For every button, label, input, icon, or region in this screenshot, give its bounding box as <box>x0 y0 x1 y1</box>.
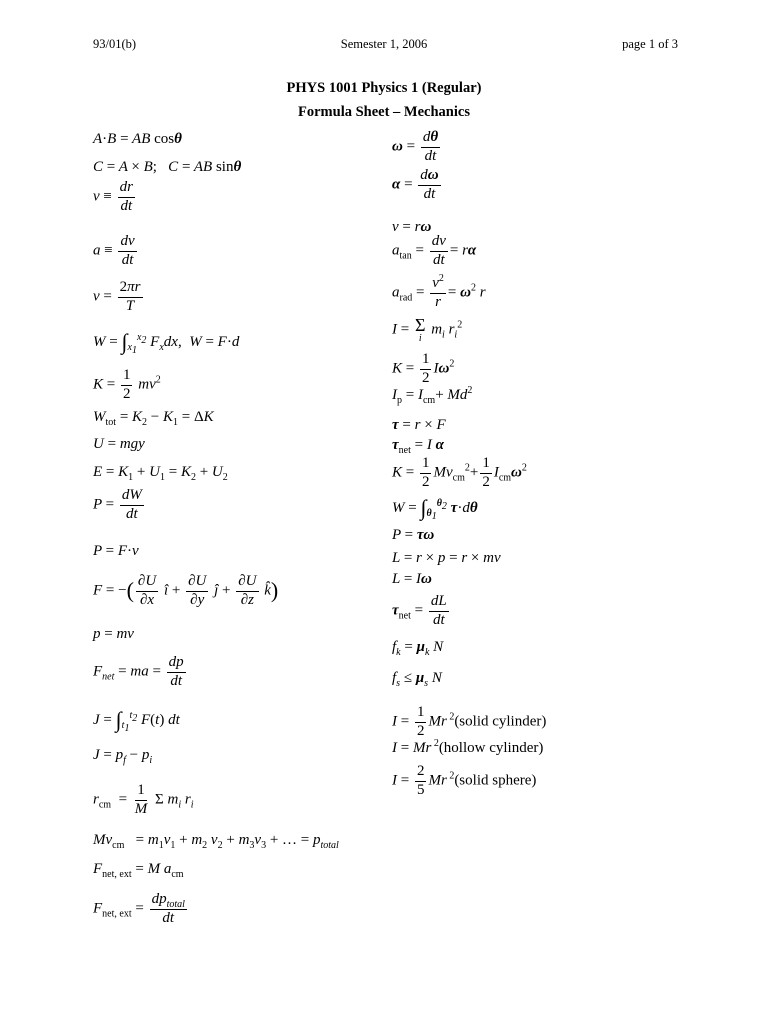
formula-kinetic-energy: K = $\frac{1}{2}$ $mv^2$ <box>93 367 161 402</box>
formula-gravitational-pe: U = mgy <box>93 436 145 452</box>
formula-torque-angular-momentum: $\tau_{net}$ = $\frac{dL}{dt}$ <box>392 593 447 628</box>
formula-energy-conservation: $E = K_1 + U_1 = K_2 + U_2$ <box>93 464 228 483</box>
formula-work: $W = \int_{x_1}^{x_2}$ $F_xdx$, W = F·d <box>93 329 240 356</box>
formula-rotational-power: P = τω <box>392 527 435 543</box>
formula-impulse-momentum: $J = p_f - p_i$ <box>93 747 153 766</box>
formula-work-energy-theorem: $W_{tot} = K_2 - K_1 = \Delta K$ <box>93 409 214 428</box>
formula-velocity: v ≡ $\frac{dr}{dt}$ <box>93 179 133 214</box>
course-title: PHYS 1001 Physics 1 (Regular) <box>286 80 482 96</box>
formula-momentum: p = mv <box>93 626 134 642</box>
sheet-title: Formula Sheet – Mechanics <box>298 104 470 120</box>
formula-power: P = $\frac{dW}{dt}$ <box>93 487 142 522</box>
formula-total-momentum: $Mv_{cm}$ = $m_1v_1 + m_2$ $v_2 + m_3v_3$ + … = $p_{total}$ <box>93 832 339 851</box>
formula-inertia-hollow-cylinder: I = Mr $^2$(hollow cylinder) <box>392 738 544 756</box>
formula-external-force: $F_{net, ext} = M$ $a_{cm}$ <box>93 861 184 880</box>
formula-angular-acceleration: α = $\frac{d\omega}{dt}$ <box>392 167 439 202</box>
formula-inertia-solid-cylinder: I = $\frac{1}{2}$ Mr $^2$(solid cylinder) <box>392 704 547 739</box>
formula-angular-momentum: L = r × p = r × mv <box>392 550 501 566</box>
formula-impulse-integral: $J = \int_{t_1}^{t_2}$ F(t) dt <box>93 707 180 734</box>
formula-newton-second-law: $F_{net}$ = ma = $\frac{dp}{dt}$ <box>93 654 184 689</box>
note-solid-sphere: (solid sphere) <box>454 772 537 789</box>
formula-rotational-ke: K = $\frac{1}{2}$ $I\omega^2$ <box>392 351 455 386</box>
formula-angular-velocity: ω = $\frac{d\theta}{dt}$ <box>392 129 439 164</box>
formula-circular-speed: v = $\frac{2\pi r}{T}$ <box>93 279 141 314</box>
formula-center-of-mass: $r_{cm}$ = $\frac{1}{M}$ Σ $m_i$ $r_i$ <box>93 782 194 817</box>
header-page: page 1 of 3 <box>622 37 678 51</box>
formula-tangential-speed: v = rω <box>392 219 432 235</box>
formula-force-from-potential: F = −( $\frac{\partial U}{\partial x}$ î + $\frac{\partial U}{\partial y}$ ĵ + $\frac{\partial U}{\partial z}$ k̂) <box>93 573 279 608</box>
formula-kinetic-friction: $f_k = \mu_k$ N <box>392 639 444 658</box>
formula-tangential-acceleration: $a_{tan}$ = $\frac{dv}{dt}$ = rα <box>392 233 477 268</box>
formula-rotational-work: $W = \int_{\theta_1}^{\theta_2}$ τ·dθ <box>392 495 478 522</box>
formula-angular-momentum-rigid: L = Iω <box>392 571 432 587</box>
header-semester: Semester 1, 2006 <box>340 37 428 51</box>
formula-radial-acceleration: $a_{rad}$ = $\frac{v^2}{r}$ = $\omega^2$ r <box>392 273 486 310</box>
formula-power-dot: P = F·v <box>93 543 139 559</box>
formula-torque: τ = r × F <box>392 417 446 433</box>
formula-cross-product: C = A × B; C = AB sinθ <box>93 159 242 175</box>
formula-parallel-axis: $I_p = I_{cm}+ Md^2$ <box>392 385 473 406</box>
formula-static-friction: $f_s \le \mu_s$ N <box>392 670 442 689</box>
formula-inertia-solid-sphere: I = $\frac{2}{5}$ Mr $^2$(solid sphere) <box>392 763 537 798</box>
note-hollow-cylinder: (hollow cylinder) <box>438 740 544 756</box>
formula-dot-product: A·B = AB cosθ <box>93 131 182 147</box>
note-solid-cylinder: (solid cylinder) <box>454 713 547 730</box>
formula-moment-of-inertia: I = Σ i $m_i$ $r_i^2$ <box>392 315 463 344</box>
formula-acceleration: a ≡ $\frac{dv}{dt}$ <box>93 233 135 268</box>
header-code: 93/01(b) <box>93 37 137 51</box>
formula-rolling-ke: K = $\frac{1}{2}$ $Mv_{cm}^2+$ $\frac{1}{2}$ $I_{cm}\omega^2$ <box>392 455 527 490</box>
formula-net-torque: $\tau_{net} = I$ α <box>392 437 444 456</box>
formula-external-force-momentum: $F_{net, ext}$ = $\frac{dp_{total}}{dt}$ <box>93 891 185 926</box>
